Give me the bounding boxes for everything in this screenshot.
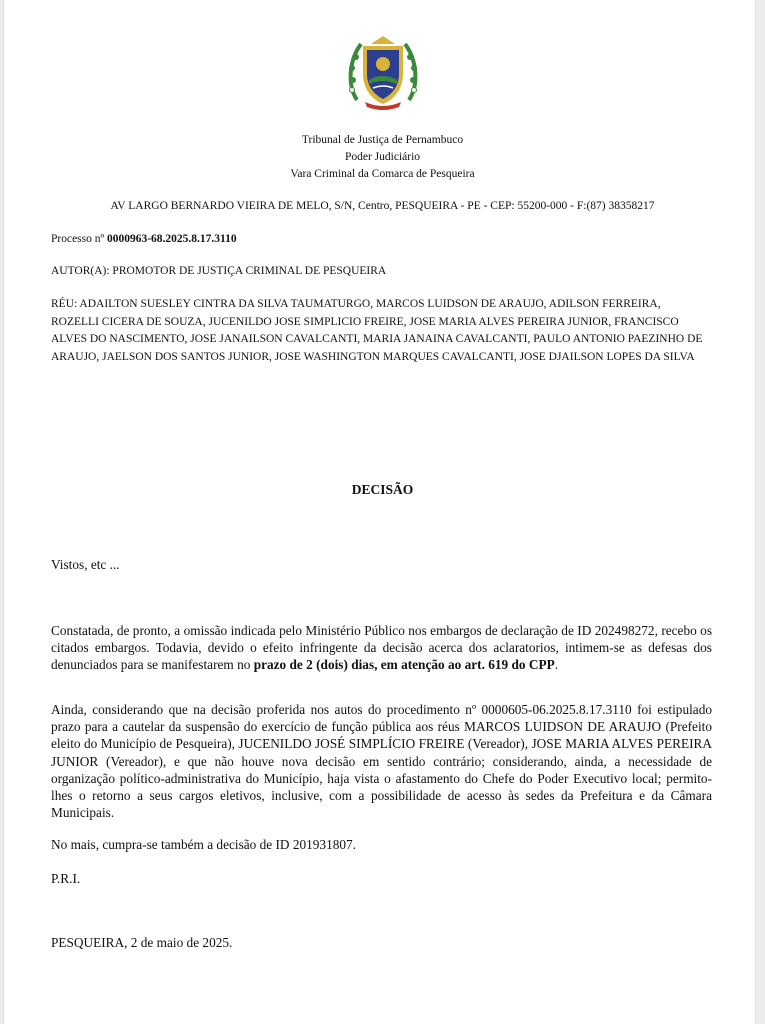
court-name: Tribunal de Justiça de Pernambuco — [301, 134, 464, 146]
paragraph-2: Ainda, considerando que na decisão proferida nos autos do procedimento nº 0000605-06.2025.8.17.3110 foi estipulado prazo para a cautelar da suspensão do exercício de função pública aos réus MARCOS LUIDSON DE ARAUJO (Prefeito eleito do Município de Pesqueira), JUCENILDO JOSÉ SIMPLÍCIO FREIRE (Vereador), JOSE MARIA ALVES PEREIRA JUNIOR (Vereador), e que não houve nova decisão em sentido contrário; considerando, ainda, a necessidade de organização político-administrativa do Município, haja vista o afastamento do Chefe do Poder Executivo local; permito-lhes o retorno a seus cargos eletivos, inclusive, com a possibilidade de acesso às sedes da Prefeitura e da Câmara Municipais. — [51, 702, 712, 821]
paragraph-1-end: . — [554, 657, 559, 673]
court-branch: Poder Judiciário — [344, 151, 421, 163]
document-title: DECISÃO — [351, 482, 414, 497]
court-address: AV LARGO BERNARDO VIEIRA DE MELO, S/N, Centro, PESQUEIRA - PE - CEP: 55200-000 - F:(87) 38358217 — [110, 200, 655, 212]
paragraph-1-bold: prazo de 2 (dois) dias, em atenção ao art. 619 do CPP — [253, 657, 555, 673]
autor-line: AUTOR(A): PROMOTOR DE JUSTIÇA CRIMINAL DE PESQUEIRA — [51, 265, 387, 277]
pernambuco-coat-of-arms-icon — [343, 30, 423, 110]
paragraph-1-text: Constatada, de pronto, a omissão indicada pelo Ministério Público nos embargos de declaração de ID 202498272, recebo os citados embargos. Todavia, devido o efeito infringente da decisão acerca dos aclaratorios, intimem-se as defesas dos denunciados para se manifestarem no — [51, 623, 712, 673]
greeting: Vistos, etc ... — [51, 557, 120, 572]
reu-list: RÉU: ADAILTON SUESLEY CINTRA DA SILVA TAUMATURGO, MARCOS LUIDSON DE ARAUJO, ADILSON FERREIRA, ROZELLI CICERA DE SOUZA, JUCENILDO JOSE SIMPLICIO FREIRE, JOSE MARIA ALVES PEREIRA JUNIOR, FRANCISCO ALVES DO NASCIMENTO, JOSE JANAILSON CAVALCANTI, MARIA JANAINA CAVALCANTI, PAULO ANTONIO PAEZINHO DE ARAUJO, JAELSON DOS SANTOS JUNIOR, JOSE WASHINGTON MARQUES CAVALCANTI, JOSE DJAILSON LOPES DA SILVA — [51, 298, 703, 363]
process-number: 0000963-68.2025.8.17.3110 — [106, 233, 237, 245]
paragraph-3: No mais, cumpra-se também a decisão de ID 201931807. — [51, 837, 357, 852]
process-label: Processo nº — [51, 233, 107, 245]
pri-line: P.R.I. — [51, 871, 81, 886]
process-line — [51, 233, 237, 245]
paragraph-1 — [51, 622, 712, 674]
court-venue: Vara Criminal da Comarca de Pesqueira — [290, 168, 475, 180]
place-date: PESQUEIRA, 2 de maio de 2025. — [51, 935, 233, 950]
